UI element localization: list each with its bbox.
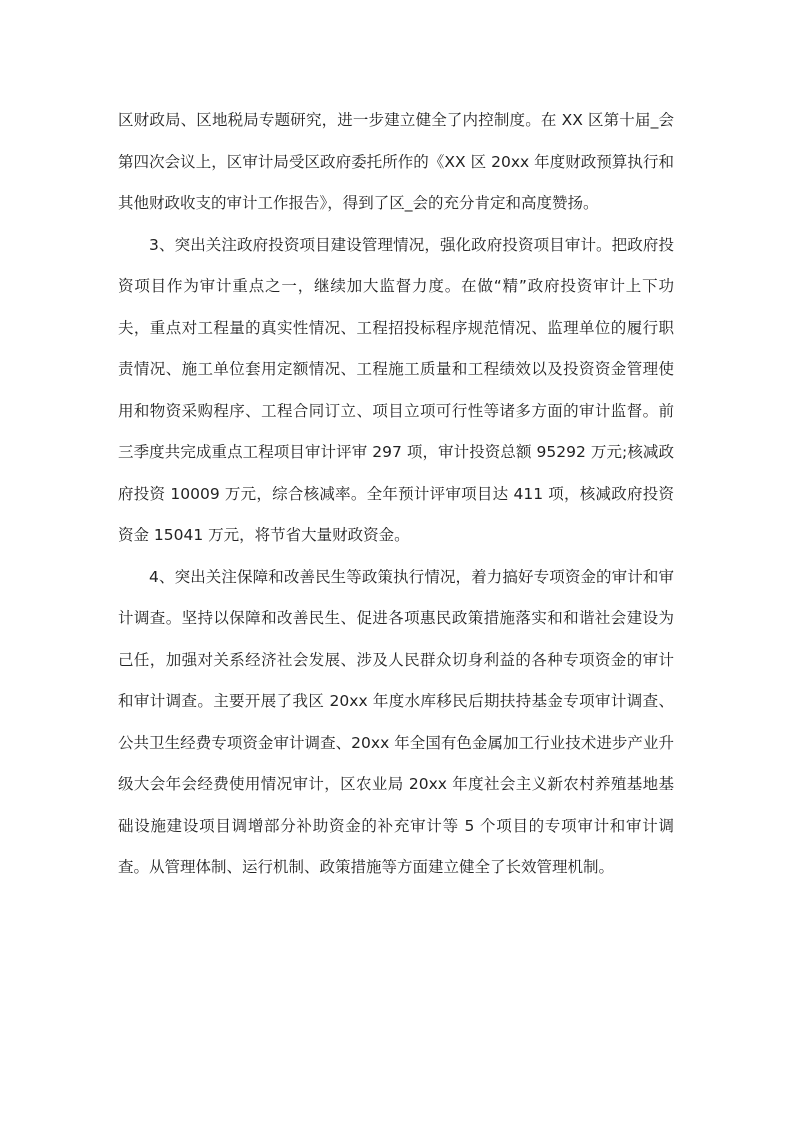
document-body	[118, 100, 674, 889]
paragraph-investment-audit: 3、突出关注政府投资项目建设管理情况，强化政府投资项目审计。把政府投资项目作为审计重点之一，继续加大监督力度。在做“精”政府投资审计上下功夫，重点对工程量的真实性情况、工程招投标程序规范情况、监理单位的履行职责情况、施工单位套用定额情况、工程施工质量和工程绩效以及投资资金管理使用和物资采购程序、工程合同订立、项目立项可行性等诸多方面的审计监督。前三季度共完成重点工程项目审计评审 297 项，审计投资总额 95292 万元;核减政府投资 10009 万元，综合核减率。全年预计评审项目达 411 项，核减政府投资资金 15041 万元，将节省大量财政资金。	[118, 235, 674, 544]
paragraph-internal-control: 区财政局、区地税局专题研究，进一步建立健全了内控制度。在 XX 区第十届_会第四次会议上，区审计局受区政府委托所作的《XX 区 20xx 年度财政预算执行和其他财政收支的审计工作报告》，得到了区_会的充分肯定和高度赞扬。	[118, 111, 674, 212]
paragraph-livelihood-audit: 4、突出关注保障和改善民生等政策执行情况，着力搞好专项资金的审计和审计调查。坚持以保障和改善民生、促进各项惠民政策措施落实和和谐社会建设为己任，加强对关系经济社会发展、涉及人民群众切身利益的各种专项资金的审计和审计调查。主要开展了我区 20xx 年度水库移民后期扶持基金专项审计调查、公共卫生经费专项资金审计调查、20xx 年全国有色金属加工行业技术进步产业升级大会年会经费使用情况审计，区农业局 20xx 年度社会主义新农村养殖基地基础设施建设项目调增部分补助资金的补充审计等 5 个项目的专项审计和审计调查。从管理体制、运行机制、政策措施等方面建立健全了长效管理机制。	[118, 567, 674, 876]
